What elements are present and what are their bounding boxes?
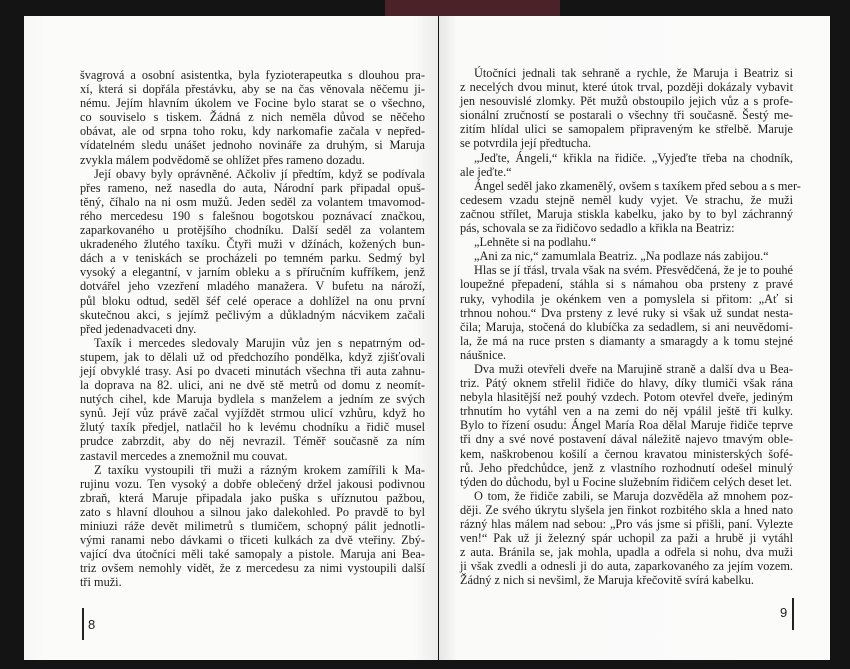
paragraph: [80, 463, 425, 590]
text-line: Žádný z nich si nevšiml, že Maruja křečovitě svírá kabelku.: [460, 573, 755, 588]
text-line: obávat, ale od srpna toho roku, kdy narkomafie začala v nepřed-: [80, 124, 425, 139]
text-line: xí, která si dopřála přestávku, aby se na čas věnovala něčemu ji-: [80, 82, 425, 97]
text-line: nebyla hlasitější než pouhý vzdech. Potom otevřel dveře, jediným: [460, 390, 793, 405]
page-number: 8: [88, 617, 96, 632]
text-line: cedesem vzadu stejně neměl kudy vyjet. Ve strachu, že muži: [460, 192, 793, 207]
text-line: vými ranami nebo dávkami o třiceti kulkách za dvě vteřiny. Zbý-: [80, 533, 425, 548]
text-line: stupem, jak to dělali už od předchozího pondělka, když zjišťovali: [80, 349, 425, 364]
text-line: Dva muži otevřeli dveře na Marujině straně a další dva u Bea-: [474, 361, 793, 376]
text-line: zitím hlídal ulici se samopalem připraveným ke střelbě. Maruje: [460, 122, 793, 137]
text-line: zato s hlavní dlouhou a silnou jako dalekohled. Po pravdě to byl: [80, 504, 425, 519]
right-page-text: [460, 66, 801, 588]
text-line: skutečnou akci, s jejímž pečlivým a důkladným nácvikem začali: [80, 307, 425, 322]
paragraph: [460, 151, 793, 179]
paragraph: [460, 66, 793, 151]
text-line: ven!“ Pak už ji železný spár uchopil za paži a hrubě ji vytáhl: [460, 531, 793, 546]
text-line: vající dva útočníci měli také samopaly a pistole. Maruja ani Bea-: [80, 547, 425, 562]
text-line: čila; Maruja, stočená do klubíčka za sedadlem, si ani neuvědomi-: [460, 319, 793, 334]
text-line: co souviselo s tiskem. Žádná z nich neměla důvod se něčeho: [80, 110, 425, 125]
text-line: rujinu vozu. Ten vysoký a dobře oblečený držel jakousi podivnou: [80, 476, 425, 491]
text-line: náušnice.: [460, 347, 507, 362]
text-line: „Lehněte si na podlahu.“: [474, 235, 597, 250]
text-line: la, že má na ruce prsten s diamanty a smaragdy a k tomu stejné: [460, 333, 793, 348]
text-line: ukradeného žlutého taxíku. Čtyři muži v džínách, kožených bun-: [80, 237, 425, 252]
text-line: Útočníci jednali tak sehraně a rychle, že Maruja i Beatriz si: [474, 66, 793, 80]
text-line: triz. Pátý oknem střelil řidiče do hlavy, díky tlumiči však rána: [460, 376, 793, 391]
text-line: Ángel seděl jako zkamenělý, ovšem s taxíkem před sebou a s mer-: [474, 178, 801, 193]
paragraph: [460, 249, 793, 263]
text-line: před jedenadvaceti dny.: [80, 321, 197, 336]
text-line: triz ovšem nemohly vidět, že z mercedesu za nimi vystoupili další: [80, 561, 425, 576]
text-line: dotvářel jeho vzezření mladého manažera. V bufetu na nároží,: [80, 279, 425, 294]
text-line: loupežné přepadení, stáhla si s námahou oba prsteny z pravé: [460, 277, 793, 292]
text-line: její obvyklé trasy. Asi po dvaceti minutách všechna tři auta zahnu-: [80, 363, 425, 378]
text-line: trhnou nohou.“ Dva prsteny z levé ruky si však už sundat nesta-: [460, 305, 793, 320]
text-line: nému. Jejím hlavním úkolem ve Focine bylo starat se o všechno,: [80, 96, 425, 111]
text-line: ji však zvedli a odnesli ji do auta, zaparkovaného za jejím vozem.: [460, 559, 793, 574]
text-line: začnou střílet, Maruja stiskla kabelku, jako by to byl záchranný: [460, 206, 793, 221]
text-line: Taxík i mercedes sledovaly Marujin vůz jen s nepatrným od-: [94, 335, 425, 350]
paragraph: [80, 68, 425, 167]
text-line: ale jeďte.“: [460, 164, 512, 179]
text-line: se potvrdila její předtucha.: [460, 136, 592, 151]
page-number-rule: [82, 608, 84, 640]
text-line: rů. Jeho předchůdce, jenž z vlastního rozhodnutí odešel minulý: [460, 460, 793, 475]
text-line: žlutý taxík předjel, natlačil ho k levému chodníku a řidič musel: [80, 420, 425, 435]
text-line: sionální zručností se postarali o všechny tři současně. Šestý me-: [460, 108, 793, 123]
text-line: jen nesouvislé zlomky. Pět mužů obstoupilo jejich vůz a s profe-: [460, 94, 793, 109]
text-line: trhnutím ho vytáhl ven a na zemi do něj vpálil ještě tři kulky.: [460, 404, 793, 419]
text-line: miniuzi ráže devět milimetrů s tlumičem, schopný pálit jednotli-: [80, 519, 425, 533]
text-line: tři muži.: [80, 575, 122, 590]
text-line: Bylo to řízení osudu: Ángel María Roa dělal Maruje řidiče teprve: [460, 418, 793, 433]
text-line: zaparkovaného u protějšího chodníku. Další seděl za volantem: [80, 223, 425, 238]
text-line: zbraň, která Maruje připadala jako puška s uříznutou pažbou,: [80, 490, 425, 505]
left-page: [24, 16, 438, 660]
text-line: ruky, vyhodila je okénkem ven a pomyslela si přitom: „Ať si: [460, 291, 793, 306]
paragraph: [460, 362, 793, 489]
text-line: rázný hlas málem nad sebou: „Pro vás jsme si přišli, paní. Vylezte: [460, 517, 793, 531]
text-line: těný, číhalo na ni osm mužů. Jeden seděl za volantem tmavomod-: [80, 194, 425, 209]
text-line: vysoký a elegantní, v jarním obleku a s příručním kufříkem, jenž: [80, 265, 425, 280]
text-line: Její obavy byly oprávněné. Ačkoliv jí předtím, když se podívala: [94, 166, 425, 181]
paragraph: [460, 489, 793, 588]
text-line: nutých cihel, kde Maruja bydlela s manželem a jedním ze svých: [80, 392, 425, 407]
right-page: [439, 16, 830, 660]
text-line: půl bloku odtud, seděl šéf celé operace a dohlížel na onu první: [80, 293, 425, 308]
text-line: zvykla málem podvědomě se ohlížet přes rameno dozadu.: [80, 152, 365, 167]
paragraph: [460, 178, 801, 236]
page-number: 9: [780, 605, 788, 620]
text-line: „Ani za nic,“ zamumlala Beatriz. „Na podlaze nás zabijou.“: [474, 249, 769, 264]
text-line: Hlas se jí třásl, trvala však na svém. Přesvědčená, že je to pouhé: [474, 263, 793, 278]
text-line: la doprava na 82. ulici, ani ne dvě stě metrů od domu z neomít-: [80, 378, 425, 393]
text-line: vídatelném sledu unášet jednoho novináře za druhým, si Maruja: [80, 138, 425, 153]
text-line: prudce zabrzdit, aby do něj nevrazil. Téměř současně za ním: [80, 434, 425, 449]
left-page-text: [80, 68, 425, 589]
paragraph: [80, 167, 425, 336]
paragraph: [460, 263, 793, 362]
book-cover-edge: [385, 0, 560, 16]
paragraph: [460, 235, 793, 249]
text-line: rého mercedesu 190 s falešnou bogotskou poznávací značkou,: [80, 208, 425, 223]
paragraph: [80, 336, 425, 463]
text-line: přes rameno, než nasedla do auta, Národní park připadal opuš-: [80, 180, 425, 195]
text-line: O tom, že řidiče zabili, se Maruja dozvěděla až mnohem poz-: [474, 488, 793, 503]
text-line: kem, naškrobenou košilí a černou kravatou ministerských šofé-: [460, 446, 793, 461]
text-line: synů. Její vůz právě začal vyjíždět strmou ulicí vzhůru, když ho: [80, 406, 425, 421]
text-line: pás, schovala se za řidičovo sedadlo a křikla na Beatriz:: [460, 221, 735, 236]
text-line: z auta. Bránila se, jak mohla, upadla a odřela si nohu, dva muži: [460, 545, 793, 560]
text-line: ději. Ze svého úkrytu slyšela jen řinkot rozbitého skla a hned nato: [460, 502, 793, 517]
text-line: švagrová a osobní asistentka, byla fyzioterapeutka s dlouhou pra-: [80, 68, 425, 82]
text-line: dách a v teniskách se procházeli po temném parku. Sedmý byl: [80, 251, 425, 266]
text-line: Z taxíku vystoupili tři muži a rázným krokem zamířili k Ma-: [94, 462, 425, 477]
page-number-rule: [792, 598, 794, 630]
text-line: zastavil mercedes a znemožnil mu couvat.: [80, 448, 288, 463]
text-line: týden do důchodu, byl u Focine služebním řidičem celých deset let.: [460, 474, 792, 489]
text-line: „Jeďte, Ángeli,“ křikla na řidiče. „Vyjeďte třeba na chodník,: [474, 150, 793, 165]
text-line: tři dny a své nové postavení dával náležitě najevo tmavým oble-: [460, 432, 793, 447]
text-line: z necelých dvou minut, které útok trval, později dokázaly vybavit: [460, 80, 793, 95]
